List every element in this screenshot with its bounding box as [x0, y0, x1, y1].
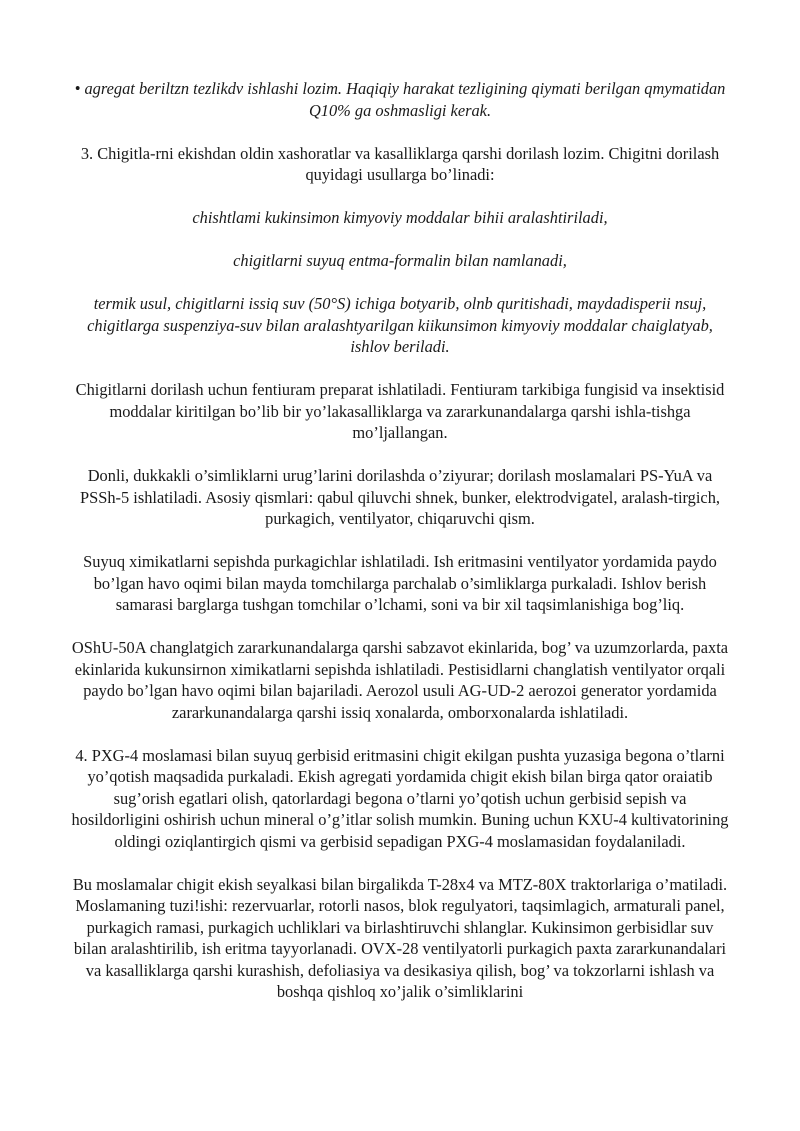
- paragraph-method-dry: chishtlami kukinsimon kimyoviy moddalar bihii aralashtiriladi,: [192, 208, 608, 227]
- paragraph-mounting: Bu moslamalar chigit ekish seyalkasi bilan birgalikda T-28x4 va MTZ-80X traktorlariga o’matiladi. Moslamaning tuzi!ishi: rezervuarlar, rotorli nasos, blok regulyatori, taqsimlagich, armaturali panel, purkagich ramasi, purkagich uchliklari va birlashtiruvchi shlanglar. Kukinsimon gerbisidlar suv bilan aralashtirilib, ish eritma tayyorlanadi. OVX-28 ventilyatorli purkagich paxta zararkunandalari va kasalliklarga qarshi kurashish, defoliasiya va desikasiya qilish, bog’ va tokzorlarni ishlash va boshqa qishloq xo’jalik o’simliklarini: [72, 874, 728, 1001]
- paragraph-method-wet: chigitlarni suyuq entma-formalin bilan namlanadi,: [233, 251, 567, 270]
- paragraph-duster-aerosol: OShU-50A changlatgich zararkunandalarga qarshi sabzavot ekinlarida, bog’ va uzumzorlarda, paxta ekinlarida kukunsirnon ximikatlarni sepishda ishlatiladi. Pestisidlarni changlatish ventilyator orqali paydo bo’lgan havo oqimi bilan bajariladi. Aerozol usuli AG-UD-2 aerozoi generator yordamida zararkunandalarga qarshi issiq xonalarda, omborxonalarda ishlatiladi.: [71, 638, 729, 722]
- paragraph-grain-treaters: Donli, dukkakli o’simliklarni urug’larini dorilashda o’ziyurar; dorilash moslamalari PS-YuA va PSSh-5 ishlatiladi. Asosiy qismlari: qabul qiluvchi shnek, bunker, elektrodvigatel, aralash-tirgich, purkagich, ventilyator, chiqaruvchi qism.: [79, 466, 720, 528]
- paragraph-fentiuram: Chigitlarni dorilash uchun fentiuram preparat ishlatiladi. Fentiuram tarkibiga fungisid va insektisid moddalar kiritilgan bo’lib bir yo’lakasalliklarga va zararkunandalarga qarshi ishla-tishga mo’ljallangan.: [75, 380, 725, 442]
- paragraph-sprayers: Suyuq ximikatlarni sepishda purkagichlar ishlatiladi. Ish eritmasini ventilyator yordamida paydo bo’lgan havo oqimi bilan mayda tomchilarga parchalab o’simliklarga purkaladi. Ishlov berish samarasi barglarga tushgan tomchilar o’lchami, soni va bir xil taqsimlanishiga bog’liq.: [83, 552, 717, 614]
- paragraph-seed-treatment-intro: 3. Chigitla-rni ekishdan oldin xashoratlar va kasalliklarga qarshi dorilash lozim. Chigitni dorilash quyidagi usullarga bo’linadi:: [80, 143, 720, 184]
- paragraph-pxg4: 4. PXG-4 moslamasi bilan suyuq gerbisid eritmasini chigit ekilgan pushta yuzasiga begona o’tlarni yo’qotish maqsadida purkaladi. Ekish agregati yordamida chigit ekish bilan birga qator oraiatib sug’orish egatlari olish, qatorlardagi begona o’tlarni yo’qotish uchun gerbisid sepish va hosildorligini oshirish uchun mineral o’g’itlar solish mumkin. Buning uchun KXU-4 kultivatorining oldingi oziqlantirgich qismi va gerbisid sepadigan PXG-4 moslamasidan foydalaniladi.: [71, 745, 729, 851]
- paragraph-aggregate-speed: • agregat beriltzn tezlikdv ishlashi lozim. Haqiqiy harakat tezligining qiymati berilgan qmymatidan Q10% ga oshmasligi kerak.: [74, 79, 726, 120]
- document-body: [70, 78, 730, 1024]
- paragraph-method-thermal: termik usul, chigitlarni issiq suv (50°S) ichiga botyarib, olnb quritishadi, maydadisperii nsuj, chigitlarga suspenziya-suv bilan aralashtyarilgan kiikunsimon kimyoviy moddalar chaiglatyab, ishlov beriladi.: [87, 294, 713, 356]
